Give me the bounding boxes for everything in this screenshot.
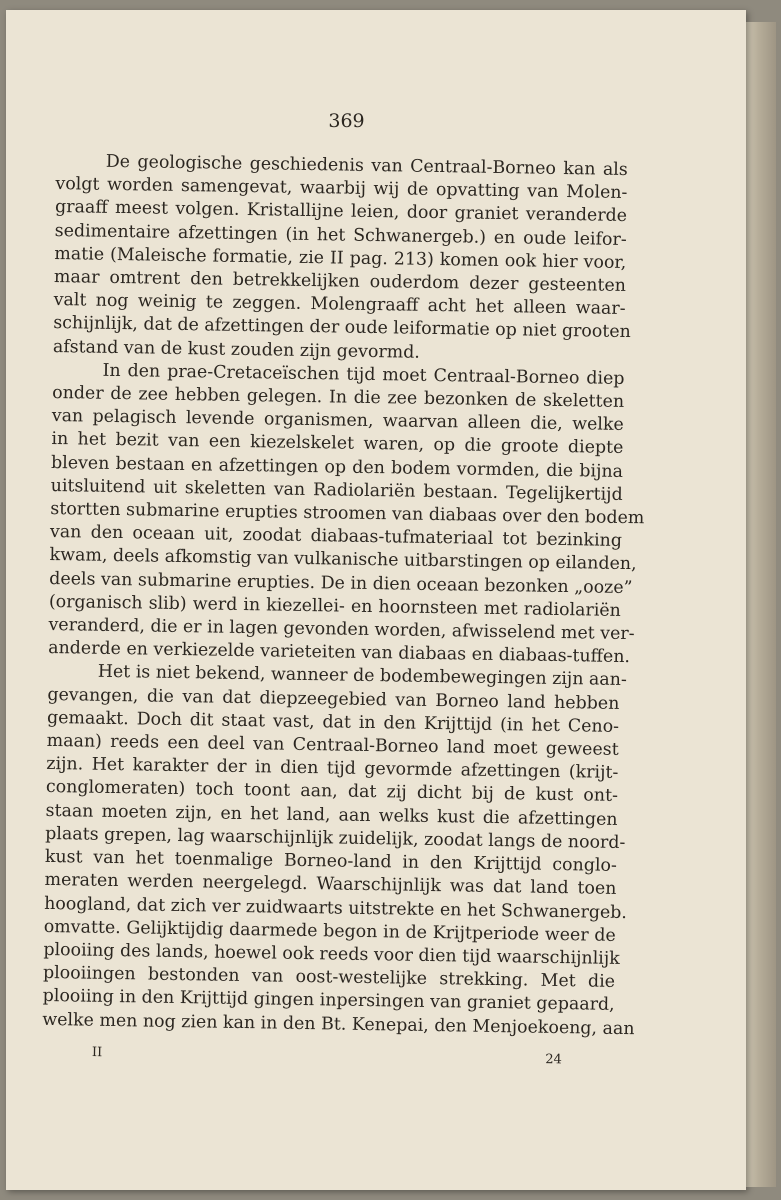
text-line: van den oceaan uit, zoodat diabaas-tufmateriaal tot bezinking bbox=[49, 522, 623, 552]
text-line: plaats grepen, lag waarschijnlijk zuidelijk, zoodat langs de noord- bbox=[45, 823, 626, 853]
text-line: welke men nog zien kan in den Bt. Kenepai, den Menjoekoeng, aan bbox=[42, 1009, 635, 1039]
text-line: anderde en verkiezelde varieteiten van diabaas en diabaas-tuffen. bbox=[48, 638, 631, 668]
text-line: bleven bestaan en afzettingen op den bodem vormden, die bijna bbox=[50, 452, 624, 482]
book-page bbox=[6, 10, 746, 1190]
text-line: zijn. Het karakter der in dien tijd gevormde afzettingen (krijt- bbox=[46, 754, 619, 784]
text-line: stortten submarine erupties stroomen van diabaas over den bodem bbox=[50, 499, 645, 529]
text-line: afstand van de kust zouden zijn gevormd. bbox=[52, 336, 421, 363]
body-text bbox=[42, 150, 645, 1041]
text-line: (organisch slib) werd in kiezellei- en hoornsteen met radiolariën bbox=[48, 591, 621, 621]
volume-marker: II bbox=[91, 1045, 103, 1061]
text-line: hoogland, dat zich ver zuidwaarts uitstrekte en het Schwanergeb. bbox=[44, 893, 628, 923]
text-line: valt nog weinig te zeggen. Molengraaff acht het alleen waar- bbox=[53, 290, 626, 320]
text-line: plooiing des lands, hoewel ook reeds voor dien tijd waarschijnlijk bbox=[43, 939, 620, 969]
text-line: kwam, deels afkomstig van vulkanische uitbarstingen op eilanden, bbox=[49, 545, 637, 575]
text-line: schijnlijk, dat de afzettingen der oude leiformatie op niet grooten bbox=[53, 313, 631, 343]
text-line: In den prae-Cretaceïschen tijd moet Centraal-Borneo diep bbox=[102, 360, 625, 389]
text-line: veranderd, die er in lagen gevonden worden, afwisselend met ver- bbox=[48, 615, 635, 645]
text-line: deels van submarine erupties. De in dien oceaan bezonken „ooze” bbox=[49, 568, 633, 598]
text-line: graaff meest volgen. Kristallijne leien, door graniet veranderde bbox=[54, 197, 628, 227]
text-line: plooiingen bestonden van oost-westelijke strekking. Met die bbox=[42, 963, 616, 992]
page-number: 369 bbox=[328, 110, 365, 132]
text-line: kust van het toenmalige Borneo-land in den Krijttijd conglo- bbox=[44, 847, 617, 876]
text-line: matie (Maleische formatie, zie II pag. 213) komen ook hier voor, bbox=[54, 243, 627, 273]
page-footer bbox=[91, 1045, 562, 1068]
text-line: Het is niet bekend, wanneer de bodembewegingen zijn aan- bbox=[97, 662, 627, 691]
text-line: meraten werden neergelegd. Waarschijnlijk was dat land toen bbox=[44, 870, 617, 900]
text-line: gevangen, die van dat diepzeegebied van Borneo land hebben bbox=[47, 684, 620, 714]
text-line: De geologische geschiedenis van Centraal-Borneo kan als bbox=[105, 151, 628, 180]
text-line: sedimentaire afzettingen (in het Schwanergeb.) en oude leifor- bbox=[54, 220, 627, 250]
text-line: conglomeraten) toch toont aan, dat zij dicht bij de kust ont- bbox=[45, 777, 619, 807]
text-line: plooiing in den Krijttijd gingen inpersingen van graniet gepaard, bbox=[42, 986, 615, 1016]
text-line: omvatte. Gelijktijdig daarmede begon in de Krijtperiode weer de bbox=[43, 916, 616, 946]
text-line: maar omtrent den betrekkelijken ouderdom dezer gesteenten bbox=[53, 267, 627, 296]
signature-mark: 24 bbox=[545, 1052, 562, 1068]
text-line: in het bezit van een kiezelskelet waren, op die groote diepte bbox=[51, 429, 624, 459]
text-line: maan) reeds een deel van Centraal-Borneo land moet geweest bbox=[46, 731, 619, 760]
text-line: gemaakt. Doch dit staat vast, dat in den Krijttijd (in het Ceno- bbox=[46, 707, 620, 737]
text-line: onder de zee hebben gelegen. In die zee bezonken de skeletten bbox=[52, 383, 625, 412]
text-line: staan moeten zijn, en het land, aan welks kust die afzettingen bbox=[45, 800, 618, 830]
text-line: volgt worden samengevat, waarbij wij de opvatting van Molen- bbox=[55, 174, 628, 204]
page-edge bbox=[746, 22, 776, 1187]
text-line: uitsluitend uit skeletten van Radiolariën bestaan. Tegelijkertijd bbox=[50, 475, 623, 505]
text-line: van pelagisch levende organismen, waarvan alleen die, welke bbox=[51, 406, 624, 436]
